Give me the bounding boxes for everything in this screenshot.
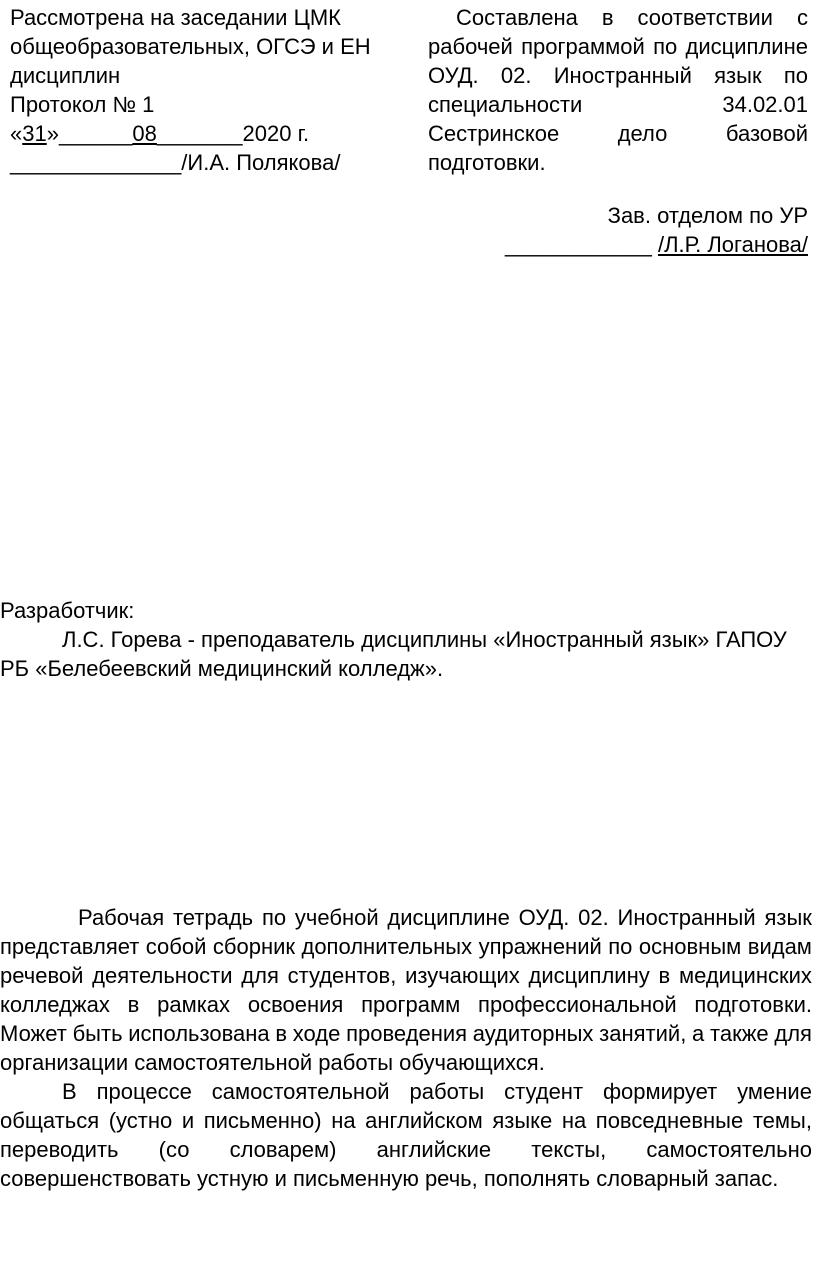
- approval-line: общеобразовательных, ОГСЭ и ЕН: [10, 34, 371, 59]
- paragraph-line: переводить (со словарем) английские тексты, самостоятельно: [0, 1137, 812, 1162]
- paragraph-line: В процессе самостоятельной работы студент формирует умение: [62, 1079, 812, 1104]
- date-month: 08: [132, 121, 157, 146]
- paragraph-line-last: организации самостоятельной работы обучающихся.: [0, 1050, 545, 1075]
- approval-line-last: подготовки.: [428, 150, 546, 175]
- approval-block-right: [428, 3, 808, 177]
- paragraph-line: Может быть использована в ходе проведения аудиторных занятий, а также для: [0, 1021, 812, 1046]
- head-title: Зав. отделом по УР: [607, 203, 808, 228]
- head-of-department-block: [428, 201, 808, 259]
- approval-line: Рассмотрена на заседании ЦМК: [10, 5, 341, 30]
- justified-line: Составлена в соответствии с: [456, 5, 808, 30]
- paragraph-line: представляет собой сборник дополнительных упражнений по основным видам: [0, 934, 812, 959]
- justified-line: Сестринское дело базовой: [428, 121, 808, 146]
- paragraph-line: Рабочая тетрадь по учебной дисциплине ОУД. 02. Иностранный язык: [78, 905, 812, 930]
- paragraph-line-last: совершенствовать устную и письменную речь, пополнять словарный запас.: [0, 1166, 779, 1191]
- approval-line: дисциплин: [10, 63, 121, 88]
- signature-line: ____________ /Л.Р. Логанова/: [505, 232, 808, 257]
- protocol-number: Протокол № 1: [10, 92, 155, 117]
- developer-text: Л.С. Горева - преподаватель дисциплины «Иностранный язык» ГАПОУ: [62, 627, 787, 652]
- justified-line: специальности 34.02.01: [428, 92, 808, 117]
- signature-line: ______________/И.А. Полякова/: [10, 150, 341, 175]
- justified-line: рабочей программой по дисциплине: [428, 34, 808, 59]
- approval-block-left: [10, 3, 410, 177]
- description-block: [0, 903, 812, 1193]
- signatory-name: /И.А. Полякова/: [181, 150, 341, 175]
- developer-label: Разработчик:: [0, 598, 135, 623]
- date-year: 2020 г.: [242, 121, 310, 146]
- justified-line: ОУД. 02. Иностранный язык по: [428, 63, 808, 88]
- paragraph-line: речевой деятельности для студентов, изучающих дисциплину в медицинских: [0, 963, 812, 988]
- developer-text: РБ «Белебеевский медицинский колледж».: [0, 656, 444, 681]
- developer-block: [0, 596, 816, 683]
- date-day: 31: [22, 121, 47, 146]
- paragraph-line: колледжах в рамках освоения программ профессиональной подготовки.: [0, 992, 812, 1017]
- paragraph-line: общаться (устно и письменно) на английском языке на повседневные темы,: [0, 1108, 812, 1133]
- approval-date: «31»______08_______2020 г.: [10, 121, 310, 146]
- signatory-name: /Л.Р. Логанова/: [657, 232, 808, 257]
